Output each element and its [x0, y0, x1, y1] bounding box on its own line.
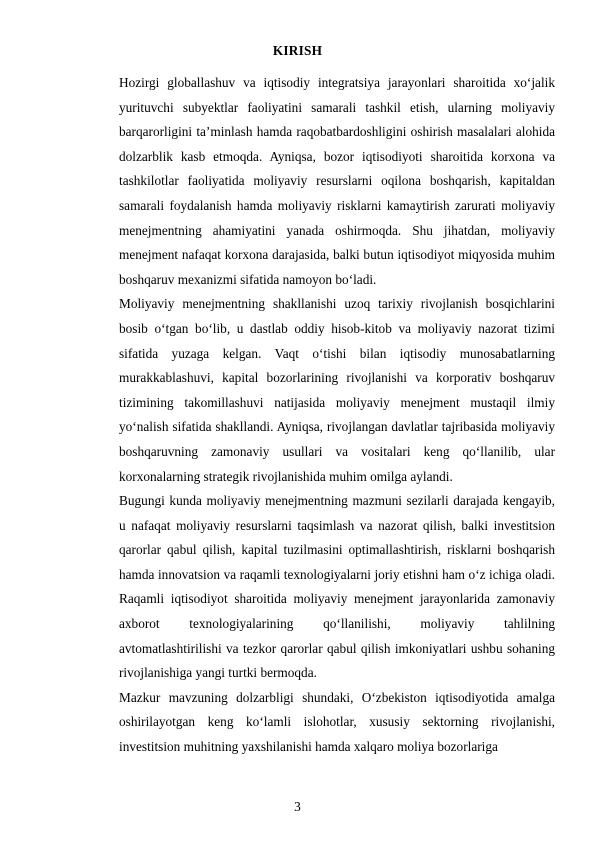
page-number: 3	[294, 799, 301, 814]
section-heading: KIRISH	[272, 43, 323, 58]
paragraph-3: Bugungi kunda moliyaviy menejmentning mazmuni sezilarli darajada kengayib, u nafaqat moliyaviy resurslarni taqsimlash va nazorat qilish, balki investitsion qarorlar qabul qilish, kapital tuzilmasini optimallashtirish, risklarni boshqarish hamda innovatsion va raqamli texnologiyalarni joriy etishni ham o‘z ichiga oladi. Raqamli iqtisodiyot sharoitida moliyaviy menejment jarayonlarida zamonaviy axborot texnologiyalarining qo‘llanilishi, moliyaviy tahlilning avtomatlashtirilishi va tezkor qarorlar qabul qilish imkoniyatlari ushbu sohaning rivojlanishiga yangi turtki bermoqda.	[119, 493, 555, 681]
paragraph-4: Mazkur mavzuning dolzarbligi shundaki, O‘zbekiston iqtisodiyotida amalga oshirilayotgan keng ko‘lamli islohotlar, xususiy sektorning rivojlanishi, investitsion muhitning yaxshilanishi hamda xalqaro moliya bozorlariga	[119, 689, 555, 755]
paragraph-1: Hozirgi globallashuv va iqtisodiy integratsiya jarayonlari sharoitida xo‘jalik yurituvchi subyektlar faoliyatini samarali tashkil etish, ularning moliyaviy barqarorligini ta’minlash hamda raqobatbardoshligini oshirish masalalari alohida dolzarblik kasb etmoqda. Ayniqsa, bozor iqtisodiyoti sharoitida korxona va tashkilotlar faoliyatida moliyaviy resurslarni oqilona boshqarish, kapitaldan samarali foydalanish hamda moliyaviy risklarni kamaytirish zarurati moliyaviy menejmentning ahamiyatini yanada oshirmoqda. Shu jihatdan, moliyaviy menejment nafaqat korxona darajasida, balki butun iqtisodiyot miqyosida muhim boshqaruv mexanizmi sifatida namoyon bo‘ladi.	[119, 75, 555, 287]
paragraph-2: Moliyaviy menejmentning shakllanishi uzoq tarixiy rivojlanish bosqichlarini bosib o‘tgan bo‘lib, u dastlab oddiy hisob-kitob va moliyaviy nazorat tizimi sifatida yuzaga kelgan. Vaqt o‘tishi bilan iqtisodiy munosabatlarning murakkablashuvi, kapital bozorlarining rivojlanishi va korporativ boshqaruv tizimining takomillashuvi natijasida moliyaviy menejment mustaqil ilmiy yo‘nalish sifatida shakllandi. Ayniqsa, rivojlangan davlatlar tajribasida moliyaviy boshqaruvning zamonaviy usullari va vositalari keng qo‘llanilib, ular korxonalarning strategik rivojlanishida muhim omilga aylandi.	[119, 296, 555, 484]
body-text	[119, 71, 555, 760]
